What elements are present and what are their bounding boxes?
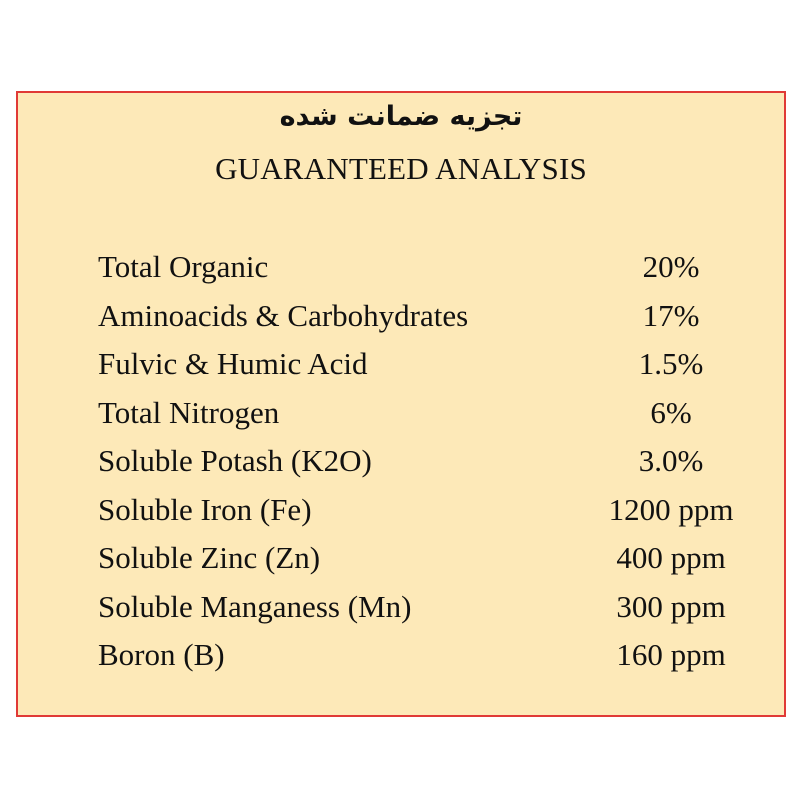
table-row — [18, 583, 784, 632]
nutrient-value: 17% — [642, 297, 700, 333]
nutrient-value: 1200 ppm — [608, 491, 734, 527]
nutrient-value: 6% — [650, 394, 692, 430]
table-row — [18, 437, 784, 486]
nutrient-name: Total Nitrogen — [98, 394, 280, 430]
nutrient-name: Soluble Zinc (Zn) — [98, 540, 321, 575]
table-row — [18, 631, 784, 680]
english-title: GUARANTEED ANALYSIS — [215, 151, 587, 186]
nutrient-name: Boron (B) — [98, 637, 225, 672]
nutrient-value: 300 ppm — [616, 588, 726, 624]
table-row — [18, 389, 784, 438]
nutrient-value: 20% — [642, 249, 700, 284]
nutrient-name: Soluble Manganess (Mn) — [98, 588, 412, 624]
persian-title: تجزیه ضمانت شده — [279, 101, 523, 132]
nutrient-value: 3.0% — [638, 443, 704, 478]
guaranteed-analysis-panel — [16, 91, 786, 717]
table-row — [18, 243, 784, 292]
table-row — [18, 534, 784, 583]
table-row — [18, 340, 784, 389]
nutrient-name: Fulvic & Humic Acid — [98, 346, 368, 381]
table-row — [18, 486, 784, 535]
nutrient-value: 400 ppm — [616, 540, 726, 575]
nutrient-name: Soluble Potash (K2O) — [98, 443, 372, 478]
nutrient-name: Aminoacids & Carbohydrates — [98, 297, 469, 333]
nutrient-name: Total Organic — [98, 249, 269, 284]
nutrient-value: 160 ppm — [616, 637, 726, 672]
table-row — [18, 292, 784, 341]
nutrient-value: 1.5% — [638, 346, 704, 381]
nutrient-name: Soluble Iron (Fe) — [98, 491, 312, 527]
analysis-table — [18, 243, 784, 680]
